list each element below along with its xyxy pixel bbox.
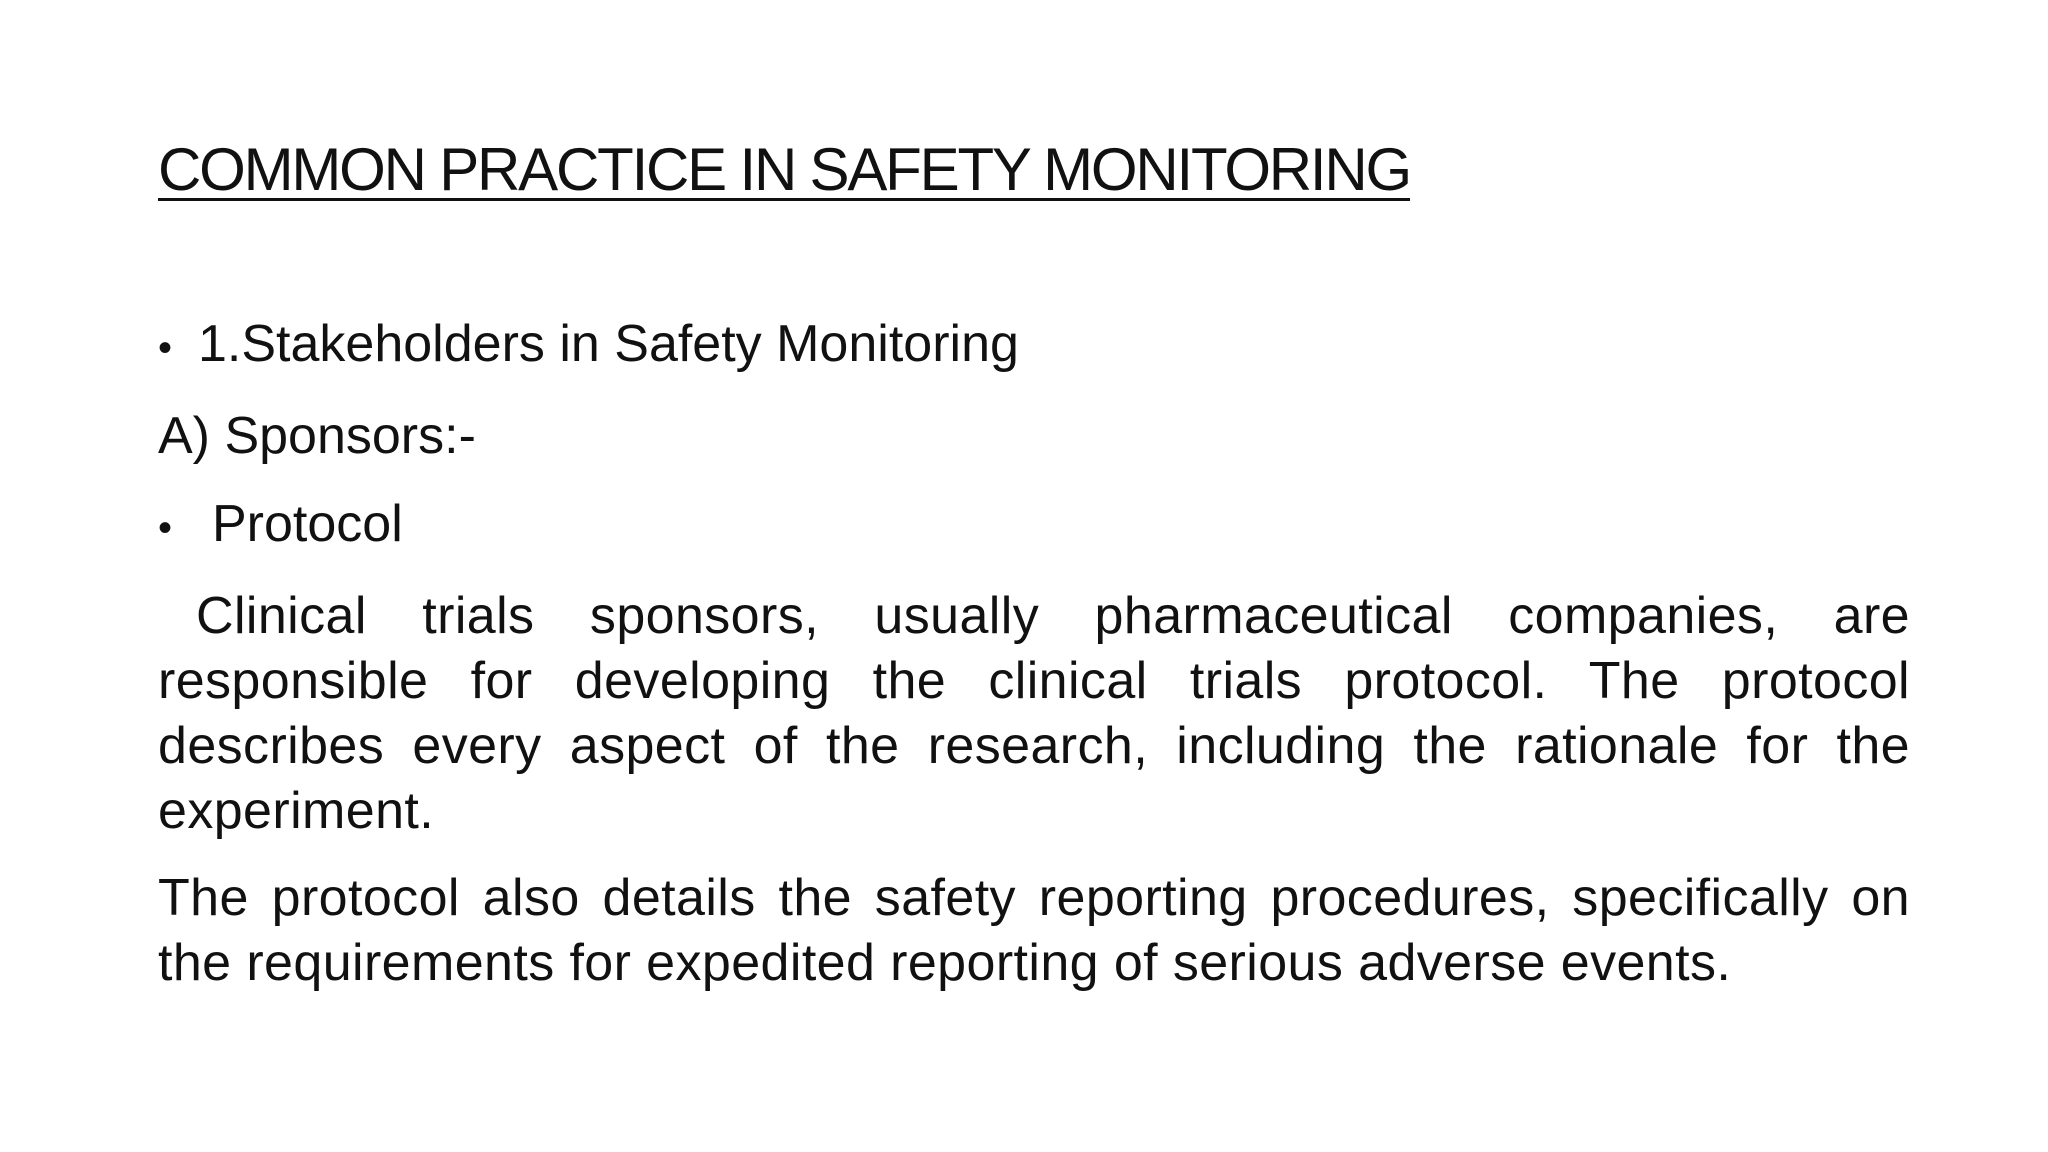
bullet-item-protocol xyxy=(158,492,1910,561)
sponsors-text: A) Sponsors:- xyxy=(158,407,476,465)
sponsors-heading xyxy=(158,404,1910,469)
stakeholders-text: 1.Stakeholders in Safety Monitoring xyxy=(198,315,1019,373)
paragraph-safety-reporting xyxy=(158,866,1910,996)
protocol-text: Protocol xyxy=(212,495,403,553)
paragraph-text: The protocol also details the safety reporting procedures, specifically on the requirements for expedited reporting of serious adverse events. xyxy=(158,869,1910,992)
bullet-icon: • xyxy=(158,506,173,550)
slide-body xyxy=(158,312,1910,1018)
bullet-item-stakeholders xyxy=(158,312,1910,381)
paragraph-text: Clinical trials sponsors, usually pharmaceutical companies, are responsible for developing the clinical trials protocol. The protocol describes every aspect of the research, including the rationale for the experiment. xyxy=(158,587,1910,840)
paragraph-protocol-description xyxy=(158,584,1910,844)
slide-title: COMMON PRACTICE IN SAFETY MONITORING xyxy=(158,136,1410,203)
bullet-icon: • xyxy=(158,326,173,370)
